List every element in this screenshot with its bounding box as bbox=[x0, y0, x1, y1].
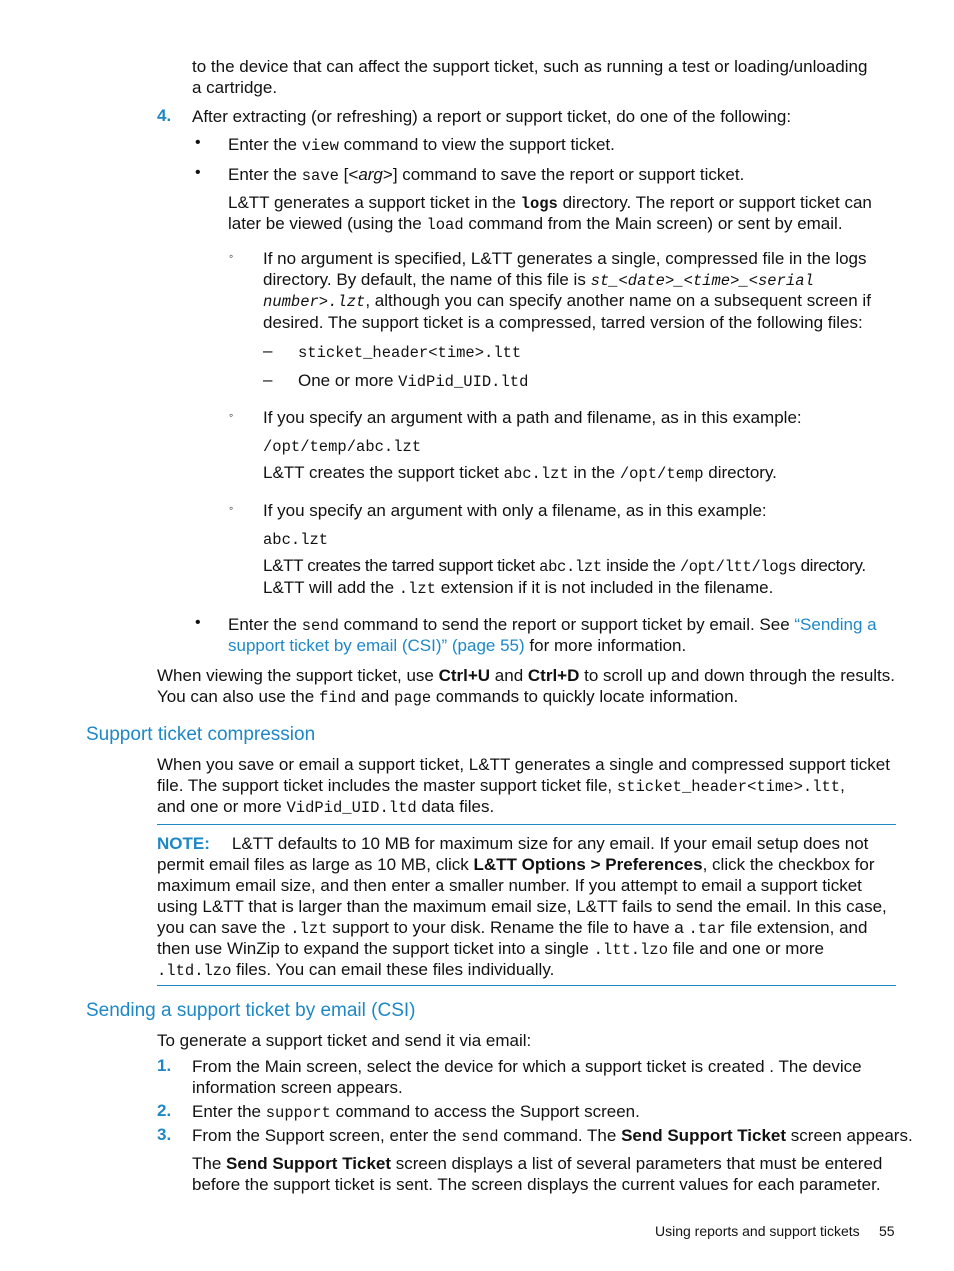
file-item: sticket_header<time>.ltt bbox=[298, 344, 522, 362]
file-item: One or more VidPid_UID.ltd bbox=[298, 371, 529, 391]
save-paragraph-line: later be viewed (using the load command from the Main screen) or sent by email. bbox=[228, 214, 843, 234]
paragraph-line: The Send Support Ticket screen displays a list of several parameters that must be entered bbox=[192, 1154, 883, 1173]
bullet-icon: • bbox=[195, 134, 201, 151]
sub-item-line: number>.lzt, although you can specify another name on a subsequent screen if bbox=[263, 291, 871, 311]
intro-line: to the device that can affect the support ticket, such as running a test or loading/unloading bbox=[192, 57, 868, 76]
sending-link[interactable]: “Sending a bbox=[794, 615, 877, 634]
sub-item-line: directory. By default, the name of this file is st_<date>_<time>_<serial bbox=[263, 270, 814, 290]
bullet-save: Enter the save [<arg>] command to save the report or support ticket. bbox=[228, 165, 745, 185]
paragraph-line: and one or more VidPid_UID.ltd data files. bbox=[157, 797, 495, 817]
dash-icon: – bbox=[263, 370, 273, 389]
note-top-rule bbox=[157, 824, 896, 825]
sub-item-line: L&TT creates the tarred support ticket abc.lzt inside the /opt/ltt/logs directory. bbox=[263, 556, 866, 576]
sub-item-line: If you specify an argument with a path and filename, as in this example: bbox=[263, 408, 802, 427]
bullet-view: Enter the view command to view the support ticket. bbox=[228, 135, 615, 155]
bullet-icon: • bbox=[195, 164, 201, 181]
sub-item-line: L&TT will add the .lzt extension if it is not included in the filename. bbox=[263, 578, 774, 598]
note-line: maximum email size, and then enter a smaller number. If you attempt to email a support ticket bbox=[157, 876, 862, 895]
paragraph-line: To generate a support ticket and send it via email: bbox=[157, 1031, 532, 1050]
note-label: NOTE: bbox=[157, 834, 210, 853]
section-heading: Sending a support ticket by email (CSI) bbox=[86, 1000, 416, 1021]
code-example: /opt/temp/abc.lzt bbox=[263, 438, 422, 456]
circle-bullet-icon: ◦ bbox=[229, 408, 234, 422]
paragraph-line: You can also use the find and page commands to quickly locate information. bbox=[157, 687, 739, 707]
paragraph-line: When you save or email a support ticket, L&TT generates a single and compressed support ticket bbox=[157, 755, 890, 774]
note-line: you can save the .lzt support to your disk. Rename the file to have a .tar file extension, and bbox=[157, 918, 868, 938]
step-text: From the Main screen, select the device for which a support ticket is created . The device bbox=[192, 1057, 862, 1076]
sub-item-line: If you specify an argument with only a filename, as in this example: bbox=[263, 501, 767, 520]
code-example: abc.lzt bbox=[263, 531, 329, 549]
dash-icon: – bbox=[263, 341, 273, 360]
section-heading: Support ticket compression bbox=[86, 724, 316, 745]
step-number: 3. bbox=[157, 1125, 172, 1144]
step-number: 1. bbox=[157, 1056, 172, 1075]
paragraph-line: When viewing the support ticket, use Ctrl+U and Ctrl+D to scroll up and down through the results. bbox=[157, 666, 896, 685]
step-number: 4. bbox=[157, 106, 172, 125]
sending-link[interactable]: support ticket by email (CSI)” (page 55) bbox=[228, 636, 525, 655]
sub-item-line: If no argument is specified, L&TT generates a single, compressed file in the logs bbox=[263, 249, 867, 268]
circle-bullet-icon: ◦ bbox=[229, 501, 234, 515]
circle-bullet-icon: ◦ bbox=[229, 249, 234, 263]
step-number: 2. bbox=[157, 1101, 172, 1120]
note-line: NOTE: L&TT defaults to 10 MB for maximum size for any email. If your email setup does not bbox=[157, 834, 869, 853]
note-line: permit email files as large as 10 MB, click L&TT Options > Preferences, click the checkbox for bbox=[157, 855, 875, 874]
note-bottom-rule bbox=[157, 985, 896, 986]
sub-item-line: L&TT creates the support ticket abc.lzt in the /opt/temp directory. bbox=[263, 463, 777, 483]
paragraph-line: file. The support ticket includes the master support ticket file, sticket_header<time>.ltt, bbox=[157, 776, 845, 796]
note-line: using L&TT that is larger than the maximum email size, L&TT fails to send the email. In this case, bbox=[157, 897, 887, 916]
bullet-send: Enter the send command to send the report or support ticket by email. See “Sending a bbox=[228, 615, 877, 635]
sub-item-line: desired. The support ticket is a compressed, tarred version of the following files: bbox=[263, 313, 863, 332]
step-text: information screen appears. bbox=[192, 1078, 403, 1097]
page-number: 55 bbox=[879, 1223, 895, 1239]
step-text: After extracting (or refreshing) a report or support ticket, do one of the following: bbox=[192, 107, 792, 126]
bullet-send-line: support ticket by email (CSI)” (page 55) for more information. bbox=[228, 636, 687, 655]
bullet-icon: • bbox=[195, 614, 201, 631]
note-line: .ltd.lzo files. You can email these files individually. bbox=[157, 960, 555, 980]
step-text: From the Support screen, enter the send command. The Send Support Ticket screen appears. bbox=[192, 1126, 913, 1146]
step-text: Enter the support command to access the Support screen. bbox=[192, 1102, 640, 1122]
save-paragraph-line: L&TT generates a support ticket in the logs directory. The report or support ticket can bbox=[228, 193, 872, 213]
intro-line: a cartridge. bbox=[192, 78, 278, 97]
paragraph-line: before the support ticket is sent. The screen displays the current values for each parameter. bbox=[192, 1175, 881, 1194]
note-line: then use WinZip to expand the support ticket into a single .ltt.lzo file and one or more bbox=[157, 939, 824, 959]
footer-title: Using reports and support tickets bbox=[655, 1223, 860, 1239]
